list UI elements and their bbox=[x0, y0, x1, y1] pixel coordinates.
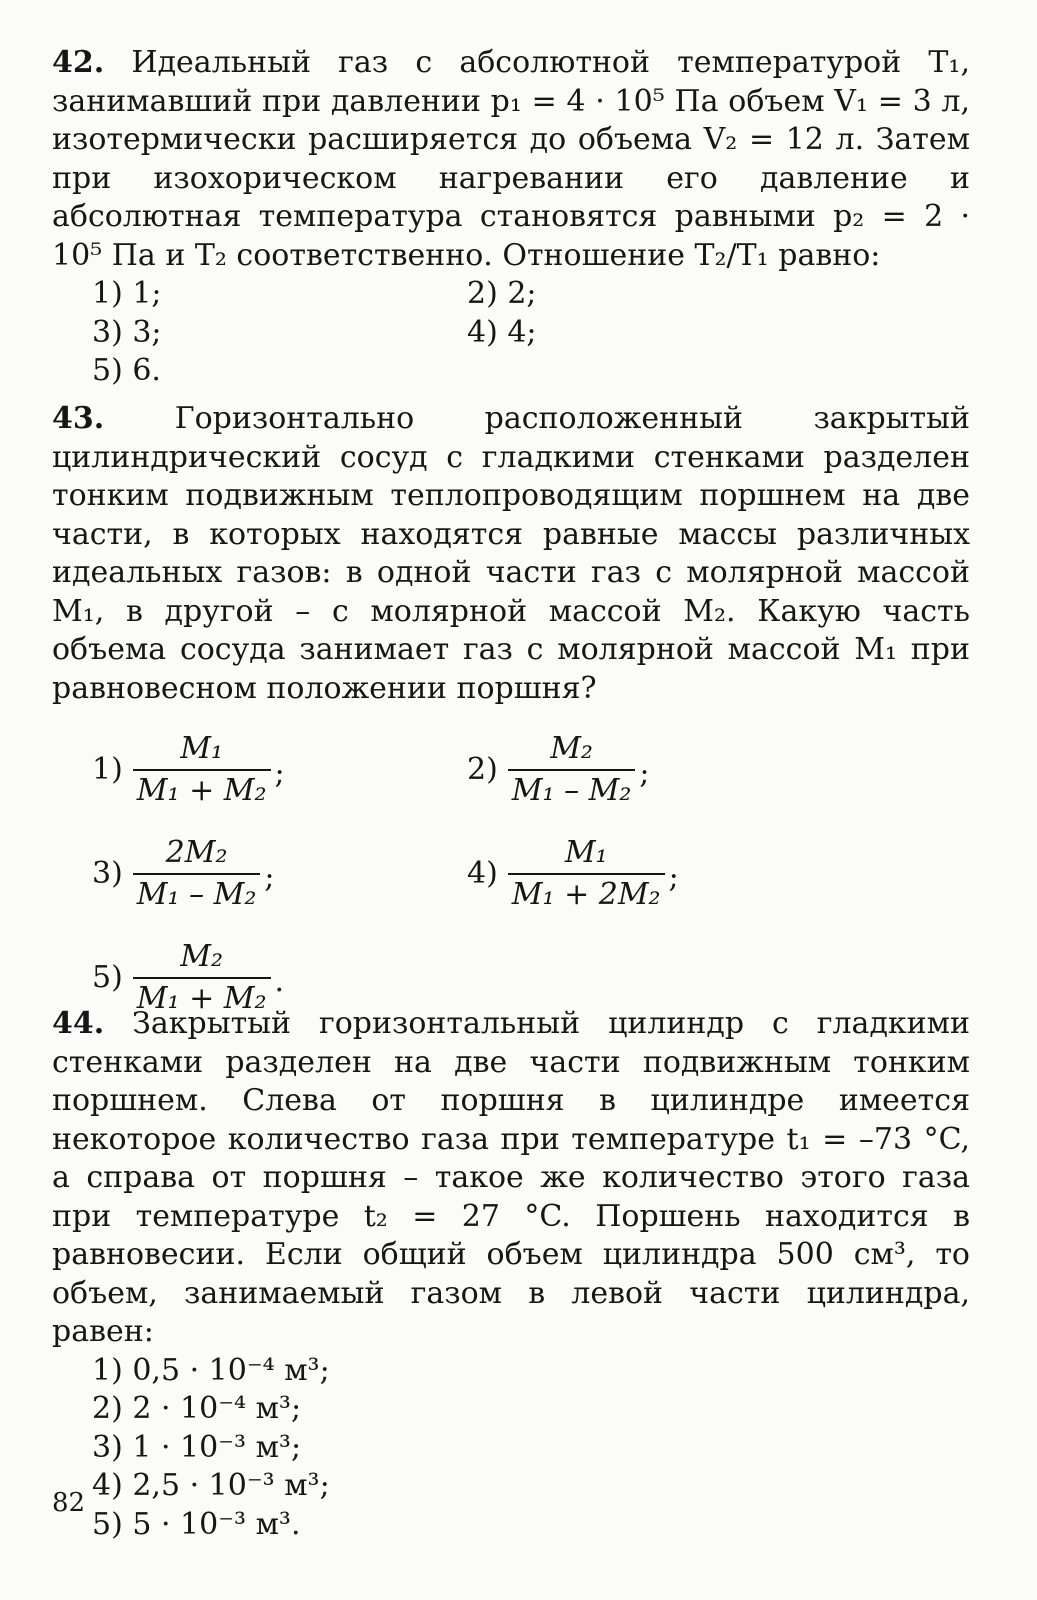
option-punctuation: . bbox=[274, 963, 285, 999]
fraction-numerator: M₁ bbox=[180, 731, 224, 766]
fraction-numerator: M₂ bbox=[550, 731, 593, 766]
problem-44-statement: Закрытый горизонтальный цилиндр с гладкими стенками разделен на две части подвижным тонким поршнем. Слева от поршня в цилиндре имеется некоторое количество газа при температуре t₁ = –73 °C, а справа от поршня – такое же количество этого газа при температуре t₂ = 27 °C. Поршень находится в равновесии. Если общий объем цилиндра 500 см³, то объем, занимаемый газом в левой части цилиндра, равен: bbox=[52, 1006, 970, 1349]
fraction-denominator: M₁ + M₂ bbox=[133, 769, 271, 811]
page-number: 82 bbox=[52, 1488, 86, 1518]
option-label: 2) bbox=[467, 751, 498, 787]
problem-44-number: 44. bbox=[52, 1006, 105, 1041]
problem-43-options bbox=[52, 718, 970, 1030]
fraction-numerator: 2M₂ bbox=[165, 835, 228, 870]
fraction bbox=[133, 833, 261, 915]
problem-44-text bbox=[52, 1005, 970, 1352]
option-label: 3) bbox=[92, 855, 123, 891]
problem-43-option-1[interactable] bbox=[52, 729, 467, 811]
problem-43-option-2[interactable] bbox=[467, 729, 867, 811]
problem-43-statement: Горизонтально расположенный закрытый цилиндрический сосуд с гладкими стенками разделен тонким подвижным теплопроводящим поршнем на две части, в которых находятся равные массы различных идеальных газов: в одной части газ с молярной массой M₁, в другой – с молярной массой M₂. Какую часть объема сосуда занимает газ с молярной массой M₁ при равновесном положении поршня? bbox=[52, 401, 970, 706]
fraction-denominator: M₁ – M₂ bbox=[133, 873, 261, 915]
fraction bbox=[133, 729, 271, 811]
option-label: 1) bbox=[92, 751, 123, 787]
problem-42-number: 42. bbox=[52, 45, 105, 80]
fraction bbox=[508, 833, 665, 915]
problem-44-option-5[interactable]: 5) 5 · 10⁻³ м³. bbox=[92, 1506, 301, 1542]
problem-42-option-2[interactable]: 2) 2; bbox=[467, 276, 537, 311]
problem-43 bbox=[52, 400, 970, 1030]
problem-44-option-4[interactable]: 4) 2,5 · 10⁻³ м³; bbox=[92, 1468, 330, 1503]
fraction-denominator: M₁ – M₂ bbox=[508, 769, 636, 811]
problem-42-option-4[interactable]: 4) 4; bbox=[467, 314, 537, 350]
problem-44-option-3[interactable]: 3) 1 · 10⁻³ м³; bbox=[92, 1429, 302, 1465]
problem-43-number: 43. bbox=[52, 401, 105, 436]
problem-42-option-1[interactable]: 1) 1; bbox=[92, 276, 162, 311]
option-label: 4) bbox=[467, 855, 498, 891]
problem-43-text bbox=[52, 400, 970, 708]
problem-42-statement: Идеальный газ с абсолютной температурой T₁, занимавший при давлении p₁ = 4 · 10⁵ Па объем V₁ = 3 л, изотермически расширяется до объема V₂ = 12 л. Затем при изохорическом нагревании его давление и абсолютная температура становятся равными p₂ = 2 · 10⁵ Па и T₂ соответственно. Отношение T₂/T₁ равно: bbox=[52, 45, 970, 273]
option-punctuation: ; bbox=[639, 755, 650, 791]
fraction-numerator: M₂ bbox=[180, 939, 224, 974]
fraction-denominator: M₁ + M₂ bbox=[133, 977, 271, 1019]
fraction-numerator: M₁ bbox=[564, 835, 608, 870]
problem-44-option-2[interactable]: 2) 2 · 10⁻⁴ м³; bbox=[92, 1391, 302, 1426]
problem-44-option-1[interactable]: 1) 0,5 · 10⁻⁴ м³; bbox=[92, 1352, 330, 1388]
option-punctuation: ; bbox=[264, 859, 275, 895]
option-punctuation: ; bbox=[274, 755, 285, 791]
problem-44 bbox=[52, 1005, 970, 1544]
problem-42-text bbox=[52, 44, 970, 275]
option-label: 5) bbox=[92, 959, 123, 995]
option-punctuation: ; bbox=[668, 859, 679, 895]
fraction-denominator: M₁ + 2M₂ bbox=[508, 873, 665, 915]
problem-44-options bbox=[52, 1352, 970, 1545]
fraction bbox=[508, 729, 636, 811]
problem-42-option-3[interactable]: 3) 3; bbox=[92, 314, 162, 350]
problem-42 bbox=[52, 44, 970, 391]
problem-42-options bbox=[52, 275, 970, 391]
problem-42-option-5[interactable]: 5) 6. bbox=[92, 353, 161, 388]
problem-43-option-4[interactable] bbox=[467, 833, 867, 915]
problem-43-option-3[interactable] bbox=[52, 833, 467, 915]
